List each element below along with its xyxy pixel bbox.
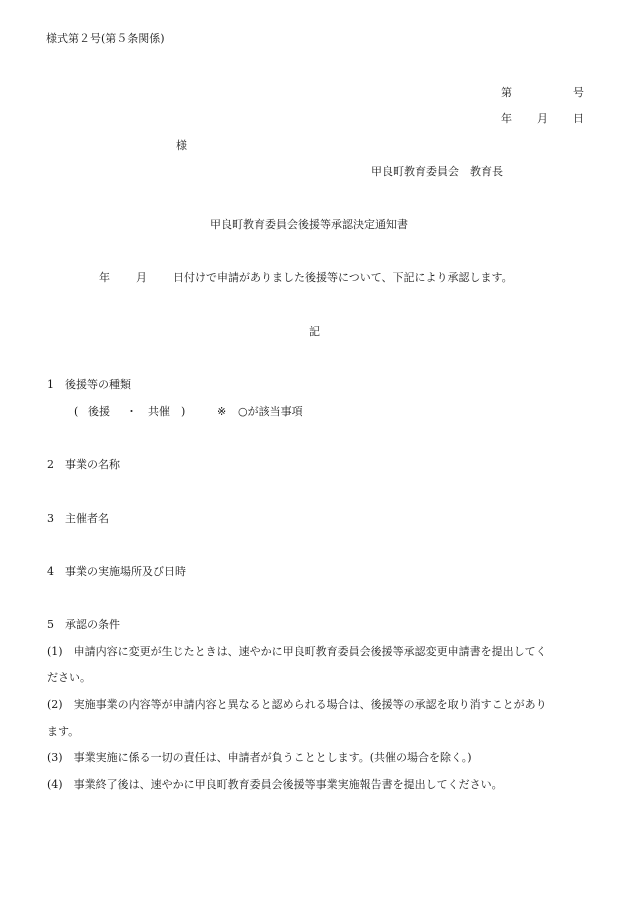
condition-1-line-1: (1) 申請内容に変更が生じたときは、速やかに甲良町教育委員会後援等承認変更申請書を提出してく bbox=[47, 645, 547, 658]
sender: 甲良町教育委員会 教育長 bbox=[371, 165, 503, 178]
number-suffix: 号 bbox=[573, 86, 584, 99]
section-5-heading: 5 承認の条件 bbox=[47, 618, 120, 631]
intro-text: 日付けで申請がありました後援等について、下記により承認します。 bbox=[173, 271, 513, 284]
section-3-heading: 3 主催者名 bbox=[47, 512, 109, 525]
section-1-heading: 1 後援等の種類 bbox=[47, 378, 131, 391]
support-type-open-paren: ( bbox=[74, 405, 79, 418]
condition-1-line-2: ださい。 bbox=[47, 671, 91, 684]
intro-year: 年 bbox=[99, 271, 110, 284]
section-4-heading: 4 事業の実施場所及び日時 bbox=[47, 565, 186, 578]
date-year: 年 bbox=[501, 112, 512, 125]
form-label: 様式第２号(第５条関係) bbox=[46, 32, 165, 45]
document-title: 甲良町教育委員会後援等承認決定通知書 bbox=[210, 218, 408, 231]
support-type-close-paren: ) bbox=[181, 405, 186, 418]
condition-2-line-2: ます。 bbox=[47, 725, 80, 738]
date-day: 日 bbox=[573, 112, 584, 125]
ki-heading: 記 bbox=[309, 325, 320, 338]
note-mark: ※ bbox=[217, 405, 227, 418]
section-2-heading: 2 事業の名称 bbox=[47, 458, 120, 471]
support-type-note: ○が該当事項 bbox=[238, 405, 303, 418]
condition-3: (3) 事業実施に係る一切の責任は、申請者が負うこととします。(共催の場合を除く。) bbox=[47, 751, 472, 764]
date-month: 月 bbox=[537, 112, 548, 125]
support-type-option-kyousai: 共催 bbox=[148, 405, 170, 418]
support-type-separator: ・ bbox=[126, 405, 137, 418]
condition-4: (4) 事業終了後は、速やかに甲良町教育委員会後援等事業実施報告書を提出してください。 bbox=[47, 778, 503, 791]
support-type-option-kouen: 後援 bbox=[88, 405, 110, 418]
recipient-suffix: 様 bbox=[176, 139, 187, 152]
number-prefix: 第 bbox=[501, 86, 512, 99]
condition-2-line-1: (2) 実施事業の内容等が申請内容と異なると認められる場合は、後援等の承認を取り消すことがあり bbox=[47, 698, 547, 711]
intro-month: 月 bbox=[136, 271, 147, 284]
